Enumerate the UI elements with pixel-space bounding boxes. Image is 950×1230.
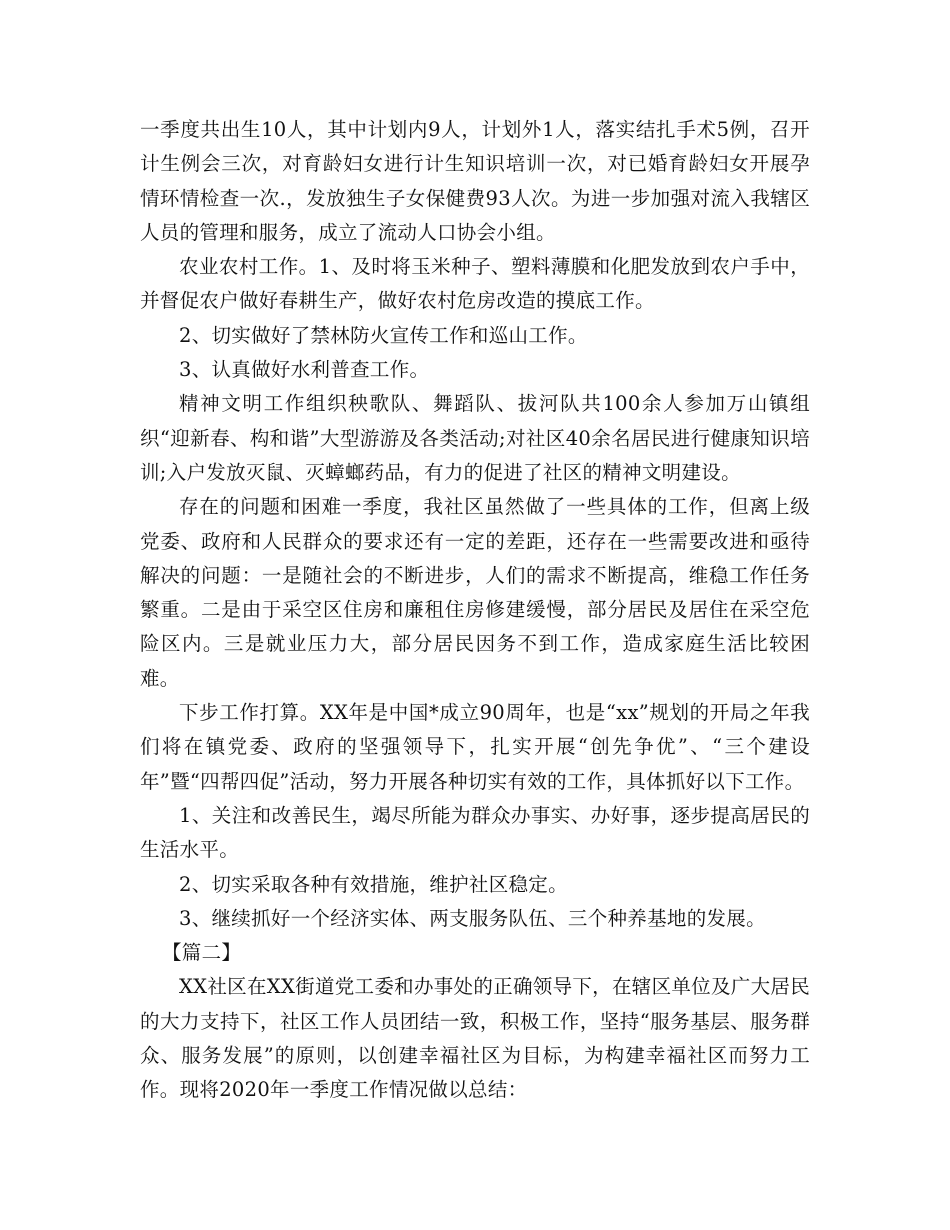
section-heading: 【篇二】 xyxy=(162,941,242,965)
paragraph-civilization: 精神文明工作组织秧歌队、舞蹈队、拔河队共100余人参加万山镇组织“迎新春、构和谐”大型游游及各类活动;对社区40余名居民进行健康知识培训;入户发放灭鼠、灭蟑螂药品，有力的促进了社区的精神文明建设。 xyxy=(140,392,810,484)
paragraph-water-survey: 3、认真做好水利普查工作。 xyxy=(179,358,430,382)
paragraph-section-intro: XX社区在XX街道党工委和办事处的正确领导下，在辖区单位及广大居民的大力支持下，社区工作人员团结一致，积极工作，坚持“服务基层、服务群众、服务发展”的原则，以创建幸福社区为目标，为构建幸福社区而努力工作。现将2020年一季度工作情况做以总结： xyxy=(140,975,810,1102)
paragraph-fire-prevention: 2、切实做好了禁林防火宣传工作和巡山工作。 xyxy=(179,323,588,347)
paragraph-problems: 存在的问题和困难一季度，我社区虽然做了一些具体的工作，但离上级党委、政府和人民群众的要求还有一定的差距，还存在一些需要改进和亟待解决的问题：一是随社会的不断进步，人们的需求不断提高，维稳工作任务繁重。二是由于采空区住房和廉租住房修建缓慢，部分居民及居住在采空危险区内。三是就业压力大，部分居民因务不到工作，造成家庭生活比较困难。 xyxy=(140,495,810,690)
paragraph-stability: 2、切实采取各种有效措施，维护社区稳定。 xyxy=(179,872,568,896)
paragraph-agriculture: 农业农村工作。1、及时将玉米种子、塑料薄膜和化肥发放到农户手中，并督促农户做好春耕生产，做好农村危房改造的摸底工作。 xyxy=(140,255,810,313)
paragraph-livelihood: 1、关注和改善民生，竭尽所能为群众办事实、办好事，逐步提高居民的生活水平。 xyxy=(140,803,810,862)
document-body xyxy=(140,113,810,1108)
paragraph-family-planning: 一季度共出生10人，其中计划内9人，计划外1人，落实结扎手术5例，召开计生例会三次，对育龄妇女进行计生知识培训一次，对已婚育龄妇女开展孕情环情检查一次.，发放独生子女保健费93人次。为进一步加强对流入我辖区人员的管理和服务，成立了流动人口协会小组。 xyxy=(140,118,810,244)
paragraph-next-steps: 下步工作打算。XX年是中国*成立90周年，也是“xx”规划的开局之年我们将在镇党委、政府的坚强领导下，扎实开展“创先争优”、“三个建设年”暨“四帮四促”活动，努力开展各种切实有效的工作，具体抓好以下工作。 xyxy=(140,701,810,793)
paragraph-development: 3、继续抓好一个经济实体、两支服务队伍、三个种养基地的发展。 xyxy=(179,906,766,930)
